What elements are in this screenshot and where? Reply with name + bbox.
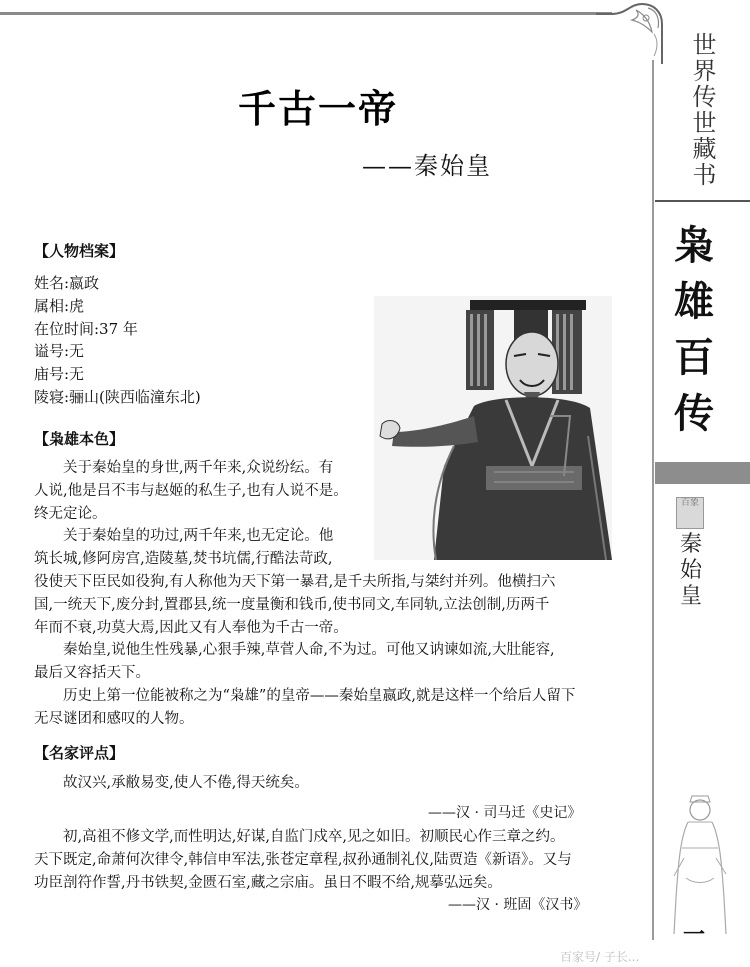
sidebar-gray-band <box>655 462 750 484</box>
person-name-char: 皇 <box>679 584 702 609</box>
book-title-char: 传 <box>674 390 714 437</box>
page-number: 一 <box>683 922 706 948</box>
page-title: 千古一帝 <box>238 87 399 131</box>
text-line: 年而不衰,功莫大焉,因此又有人奉他为千古一帝。 <box>34 619 348 636</box>
text-line: 故汉兴,承敝易变,使人不倦,得天统矣。 <box>63 775 309 791</box>
citation-2: ——汉 · 班固《汉书》 <box>448 897 588 913</box>
book-title-char: 百 <box>674 334 714 381</box>
character-text <box>34 457 630 731</box>
seal-stamp: 百象 <box>676 497 704 529</box>
text-line: 初,高祖不修文学,而性明达,好谋,自监门戍卒,见之如旧。初顺民心作三章之约。 <box>63 829 565 845</box>
comment-1 <box>34 772 630 795</box>
text-line: 人说,他是吕不韦与赵姬的私生子,也有人说不是。 <box>34 482 348 499</box>
text-line: 国,一统天下,废分封,置郡县,统一度量衡和钱币,使书同文,车同轨,立法创制,历两千 <box>34 596 550 613</box>
text-line: 历史上第一位能被称之为“枭雄”的皇帝——秦始皇嬴政,就是这样一个给后人留下 <box>63 687 576 704</box>
profile-heading: 【人物档案】 <box>34 242 125 260</box>
citation-1: ——汉 · 司马迁《史记》 <box>428 805 582 821</box>
profile-item: 庙号:无 <box>34 365 85 384</box>
comments-heading: 【名家评点】 <box>34 744 125 762</box>
text-line: 筑长城,修阿房宫,造陵墓,焚书坑儒,行酷法苛政, <box>34 551 333 568</box>
profile-item: 陵寝:骊山(陕西临潼东北) <box>34 387 201 406</box>
watermark: 百家号/ 子长... <box>560 950 640 964</box>
figure-sketch-icon <box>664 788 734 938</box>
sidebar-divider <box>655 200 750 202</box>
text-line: 功臣剖符作誓,丹书铁契,金匮石室,藏之宗庙。虽日不暇不给,规摹弘远矣。 <box>34 874 502 891</box>
text-line: 最后又容括天下。 <box>34 665 150 682</box>
person-name-char: 始 <box>679 558 702 583</box>
book-title-char: 雄 <box>674 278 714 325</box>
profile-item: 谥号:无 <box>34 342 85 361</box>
text-line: 秦始皇,说他生性残暴,心狠手辣,草菅人命,不为过。可他又讷谏如流,大肚能容, <box>63 642 555 659</box>
text-line: 役使天下臣民如役狗,有人称他为天下第一暴君,是千夫所指,与桀纣并列。他横扫六 <box>34 573 556 590</box>
comment-2 <box>34 826 630 894</box>
person-name-char: 秦 <box>679 532 702 557</box>
profile-item: 属相:虎 <box>34 296 85 315</box>
person-name <box>676 532 706 610</box>
profile-item: 姓名:嬴政 <box>34 274 100 292</box>
text-line: 终无定论。 <box>34 505 107 522</box>
character-heading: 【枭雄本色】 <box>34 430 125 448</box>
text-line: 关于秦始皇的身世,两千年来,众说纷纭。有 <box>63 460 334 476</box>
series-title: 世界传世藏书 <box>688 32 716 188</box>
text-line: 关于秦始皇的功过,两千年来,也无定论。他 <box>63 528 334 545</box>
right-border <box>652 60 654 940</box>
book-title-char: 枭 <box>674 222 714 269</box>
top-border <box>0 12 612 15</box>
text-line: 无尽谜团和感叹的人物。 <box>34 710 194 727</box>
page-subtitle: ——秦始皇 <box>362 152 492 180</box>
profile-item: 在位时间:37 年 <box>34 319 138 338</box>
profile-list <box>34 272 201 409</box>
book-title <box>668 218 720 442</box>
text-line: 天下既定,命萧何次律令,韩信申军法,张苍定章程,叔孙通制礼仪,陆贾造《新语》。又与 <box>34 851 572 868</box>
